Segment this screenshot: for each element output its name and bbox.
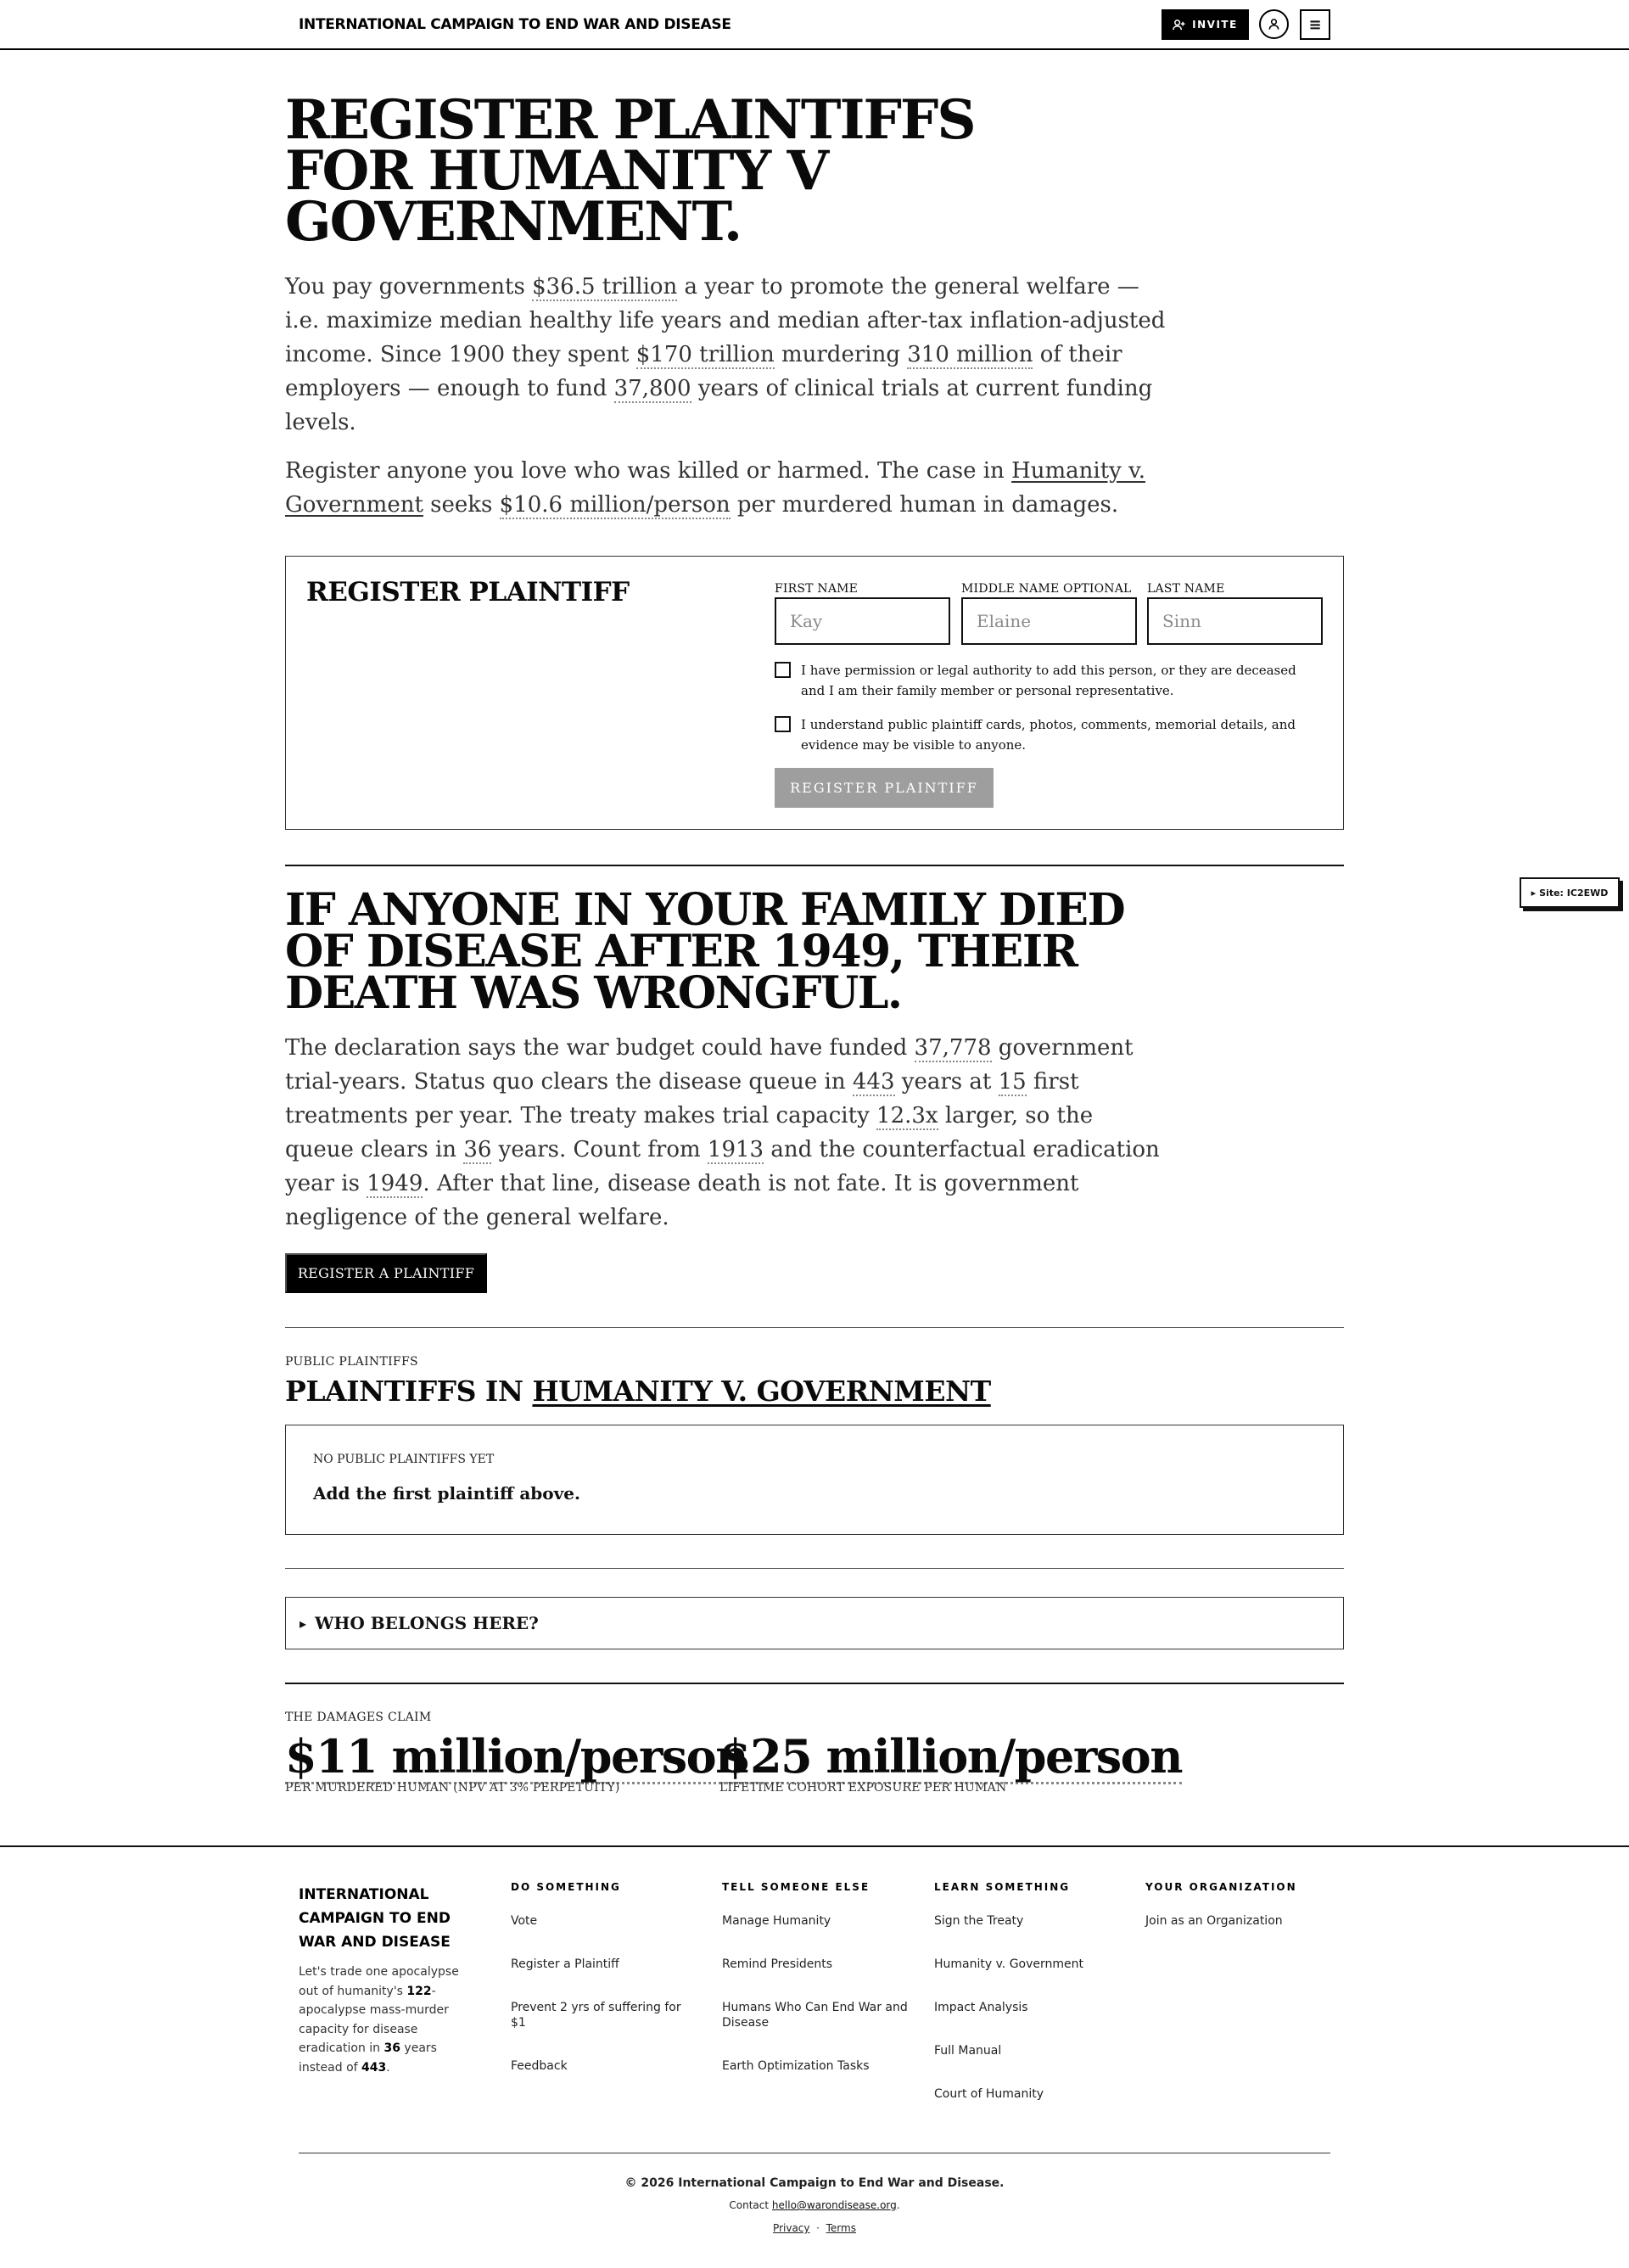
footer-column-your-organization: [1145, 1881, 1332, 1957]
first-name-input[interactable]: [775, 597, 950, 645]
hamburger-icon: ≡: [1308, 15, 1322, 34]
footer-link-sign-treaty[interactable]: Sign the Treaty: [934, 1914, 1024, 1928]
consent-visibility-row: [775, 714, 1318, 755]
site-badge[interactable]: [1520, 877, 1620, 908]
site-brand[interactable]: INTERNATIONAL CAMPAIGN TO END WAR AND DISEASE: [299, 16, 731, 33]
wrongful-text: . After that line, disease death is not fate. It is government negligence of the general welfare.: [285, 1171, 1079, 1230]
intro-stat-killed[interactable]: 310 million: [907, 342, 1033, 367]
contact-prefix: Contact: [729, 2199, 772, 2211]
public-plaintiffs-overline: PUBLIC PLAINTIFFS: [285, 1355, 418, 1369]
legal-separator: ·: [816, 2222, 820, 2234]
page-title: REGISTER PLAINTIFFS FOR HUMANITY V GOVERNMENT.: [285, 88, 975, 254]
empty-state-message: Add the first plaintiff above.: [313, 1483, 580, 1504]
user-plus-icon: [1173, 19, 1185, 31]
wrongful-text: larger, so the queue clears in: [285, 1103, 1094, 1162]
register-a-plaintiff-button[interactable]: REGISTER A PLAINTIFF: [285, 1253, 487, 1293]
section-divider: [285, 1568, 1344, 1569]
intro-stat-trial-years[interactable]: 37,800: [613, 376, 691, 401]
footer-column-do-something: [511, 1881, 697, 2102]
wrongful-text: government trial-years. Status quo clears the disease queue in: [285, 1035, 1134, 1095]
wrongful-text: and the counterfactual eradication year is: [285, 1137, 1160, 1196]
consent-authority-label: I have permission or legal authority to add this person, or they are deceased and I am their family member or personal representative.: [801, 663, 1296, 698]
who-belongs-here-summary: WHO BELONGS HERE?: [315, 1613, 539, 1633]
copyright: © 2026 International Campaign to End War and Disease.: [624, 2176, 1005, 2190]
middle-name-label: MIDDLE NAME OPTIONAL: [961, 582, 1132, 596]
footer-tagline: [299, 1963, 473, 2077]
contact-email-link[interactable]: hello@warondisease.org: [771, 2199, 897, 2211]
footer-column-tell-someone: [722, 1881, 909, 2102]
privacy-link[interactable]: Privacy: [773, 2222, 810, 2234]
humanity-v-government-title-link[interactable]: HUMANITY V. GOVERNMENT: [532, 1375, 991, 1408]
user-icon: [1268, 18, 1280, 31]
contact-suffix: .: [896, 2199, 900, 2211]
damages-stat[interactable]: $10.6 million/person: [499, 492, 731, 518]
wrongful-text: years. Count from: [491, 1137, 708, 1162]
tagline-text: -apocalypse mass-murder capacity for disease eradication in: [299, 1984, 449, 2055]
stat-treaty-queue-years[interactable]: 36: [463, 1137, 492, 1162]
intro-text: a year to promote the general welfare — i.e. maximize median healthy life years and median after-tax inflation-adjusted income. Since 1900 they spent: [285, 274, 1166, 367]
footer-column-title: YOUR ORGANIZATION: [1145, 1881, 1297, 1893]
footer-column-learn-something: [934, 1881, 1121, 2130]
site-badge-label: Site: IC2EWD: [1539, 887, 1609, 899]
register-text: per murdered human in damages.: [730, 492, 1119, 518]
tagline-stat-status-quo-years: 443: [361, 2060, 387, 2075]
wrongful-death-paragraph: [285, 1031, 1167, 1235]
stat-eradication-year[interactable]: 1949: [367, 1171, 423, 1196]
footer-link-register-plaintiff[interactable]: Register a Plaintiff: [511, 1957, 619, 1971]
damages-lifetime-value[interactable]: $25 million/person: [719, 1729, 1182, 1784]
middle-name-input[interactable]: [961, 597, 1137, 645]
last-name-input[interactable]: [1147, 597, 1323, 645]
disclosure-triangle-icon: ▸: [299, 1615, 307, 1632]
intro-text: years of clinical trials at current funding levels.: [285, 376, 1153, 435]
tagline-text: years instead of: [299, 2041, 437, 2075]
footer-link-humanity-v-government[interactable]: Humanity v. Government: [934, 1957, 1084, 1971]
footer-link-vote[interactable]: Vote: [511, 1914, 538, 1928]
site-footer: [0, 1845, 1629, 2268]
humanity-v-government-link[interactable]: Humanity v. Government: [285, 458, 1145, 518]
consent-visibility-checkbox[interactable]: [775, 716, 791, 732]
section-divider: [285, 865, 1344, 866]
footer-link-humans-who-can[interactable]: Humans Who Can End War and Disease: [722, 2001, 908, 2030]
footer-link-join-organization[interactable]: Join as an Organization: [1145, 1914, 1283, 1928]
section-divider: [285, 1327, 1344, 1328]
damages-per-murdered-value[interactable]: $11 million/person: [285, 1729, 747, 1784]
register-text: seeks: [423, 492, 500, 518]
legal-links: [0, 2222, 1629, 2234]
account-button[interactable]: [1259, 9, 1289, 39]
footer-column-title: TELL SOMEONE ELSE: [722, 1881, 870, 1893]
site-badge-triangle-icon: ▸: [1531, 887, 1537, 899]
menu-button[interactable]: [1300, 9, 1330, 40]
stat-queue-years[interactable]: 443: [852, 1069, 895, 1095]
intro-stat-war-spend[interactable]: $170 trillion: [635, 342, 775, 367]
register-paragraph: [285, 454, 1167, 522]
register-plaintiff-submit-button[interactable]: REGISTER PLAINTIFF: [775, 768, 994, 808]
tagline-stat-capacity: 122: [406, 1984, 432, 1998]
plaintiffs-empty-state: [285, 1425, 1344, 1535]
empty-state-overline: NO PUBLIC PLAINTIFFS YET: [313, 1453, 495, 1466]
contact-line: [0, 2199, 1629, 2211]
stat-capacity-multiplier[interactable]: 12.3x: [876, 1103, 938, 1128]
tagline-stat-treaty-years: 36: [383, 2041, 400, 2055]
section-divider: [285, 1683, 1344, 1684]
last-name-label: LAST NAME: [1147, 582, 1225, 596]
damages-overline: THE DAMAGES CLAIM: [285, 1711, 432, 1724]
intro-text: of their employers — enough to fund: [285, 342, 1122, 401]
consent-authority-row: [775, 660, 1318, 701]
stat-trial-years[interactable]: 37,778: [914, 1035, 992, 1061]
footer-link-court-of-humanity[interactable]: Court of Humanity: [934, 2087, 1044, 2101]
tagline-text: Let's trade one apocalypse out of humanity's: [299, 1965, 459, 1998]
footer-link-earth-optimization[interactable]: Earth Optimization Tasks: [722, 2059, 870, 2073]
wrongful-death-title: IF ANYONE IN YOUR FAMILY DIED OF DISEASE AFTER 1949, THEIR DEATH WAS WRONGFUL.: [285, 884, 1125, 1019]
intro-stat-budget[interactable]: $36.5 trillion: [532, 274, 678, 300]
footer-column-title: DO SOMETHING: [511, 1881, 621, 1893]
invite-button[interactable]: [1162, 9, 1249, 40]
stat-treatments-per-year[interactable]: 15: [998, 1069, 1027, 1095]
wrongful-text: years at: [894, 1069, 999, 1095]
footer-link-remind-presidents[interactable]: Remind Presidents: [722, 1957, 833, 1971]
plaintiffs-title-prefix: PLAINTIFFS IN: [285, 1375, 533, 1408]
intro-text: You pay governments: [285, 274, 533, 300]
stat-start-year[interactable]: 1913: [707, 1137, 764, 1162]
footer-link-prevent-suffering[interactable]: Prevent 2 yrs of suffering for $1: [511, 2001, 681, 2030]
terms-link[interactable]: Terms: [826, 2222, 856, 2234]
tagline-text: .: [386, 2060, 390, 2075]
intro-text: murdering: [774, 342, 908, 367]
footer-column-title: LEARN SOMETHING: [934, 1881, 1071, 1893]
wrongful-text: first treatments per year. The treaty makes trial capacity: [285, 1069, 1079, 1128]
damages-lifetime-caption: LIFETIME COHORT EXPOSURE PER HUMAN: [719, 1781, 1007, 1795]
footer-brand[interactable]: INTERNATIONAL CAMPAIGN TO END WAR AND DISEASE: [299, 1886, 451, 1951]
who-belongs-here-disclosure[interactable]: [285, 1597, 1344, 1649]
register-plaintiff-form: [285, 556, 1344, 830]
invite-label: INVITE: [1192, 19, 1238, 31]
footer-link-full-manual[interactable]: Full Manual: [934, 2044, 1002, 2058]
register-text: Register anyone you love who was killed or harmed. The case in: [285, 458, 1012, 484]
footer-link-impact-analysis[interactable]: Impact Analysis: [934, 2001, 1028, 2014]
intro-paragraph: [285, 270, 1167, 440]
consent-authority-checkbox[interactable]: [775, 662, 791, 678]
footer-link-feedback[interactable]: Feedback: [511, 2059, 568, 2073]
top-navbar: [0, 0, 1629, 50]
wrongful-text: The declaration says the war budget could have funded: [285, 1035, 915, 1061]
plaintiffs-title: [285, 1375, 991, 1408]
first-name-label: FIRST NAME: [775, 582, 859, 596]
damages-per-murdered-caption: PER MURDERED HUMAN (NPV AT 3% PERPETUITY): [285, 1781, 620, 1795]
form-title: REGISTER PLAINTIFF: [306, 577, 630, 608]
footer-link-manage-humanity[interactable]: Manage Humanity: [722, 1914, 831, 1928]
consent-visibility-label: I understand public plaintiff cards, photos, comments, memorial details, and evidence may be visible to anyone.: [801, 717, 1296, 753]
